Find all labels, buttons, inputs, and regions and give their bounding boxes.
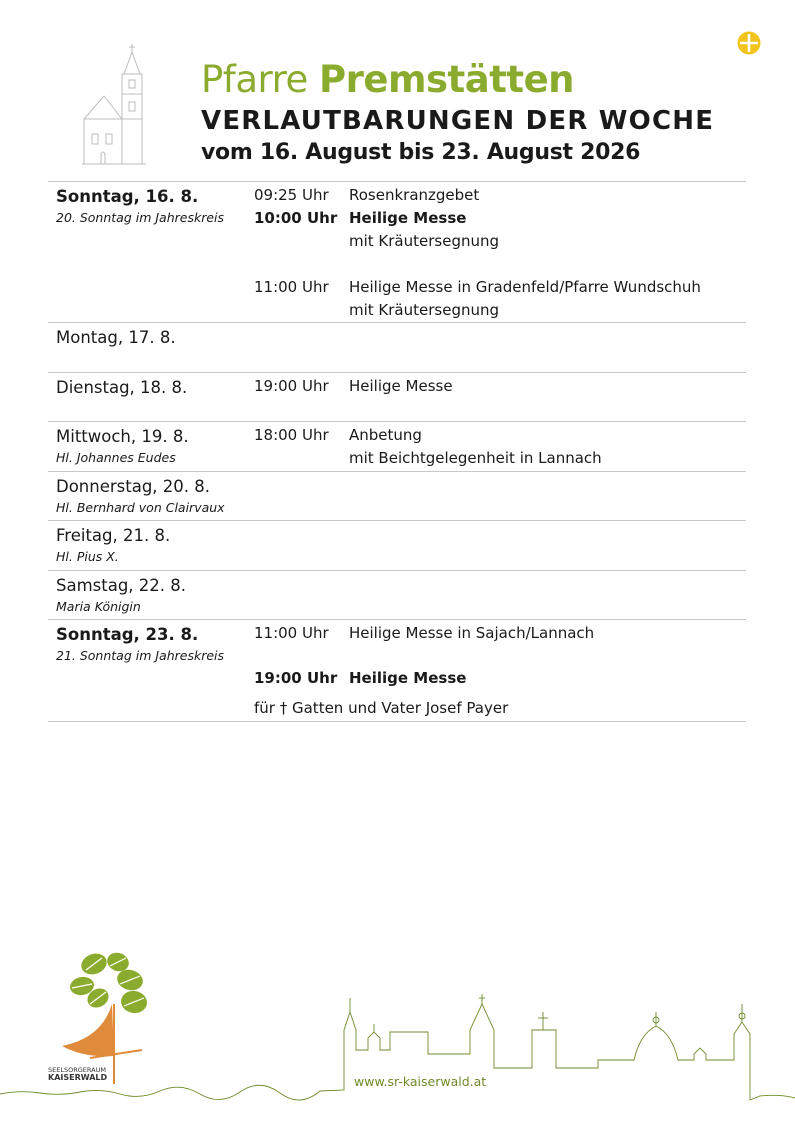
logo-text-line2: KAISERWALD [48,1073,108,1082]
event-detail: mit Beichtgelegenheit in Lannach [349,449,602,467]
day-row-mittwoch [48,422,746,472]
day-row-donnerstag [48,472,746,521]
day-subtitle: Hl. Johannes Eudes [56,450,176,465]
day-name: Donnerstag, 20. 8. [56,477,211,496]
page-header [201,58,714,168]
day-row-freitag [48,521,746,571]
day-label [56,624,252,666]
event-title: Rosenkranzgebet [349,186,480,204]
event-title: Heilige Messe [349,377,453,395]
day-label [56,476,252,518]
event-time: 19:00 Uhr [254,377,329,395]
page-title: VERLAUTBARUNGEN DER WOCHE [201,106,715,136]
day-label [56,426,252,468]
diocese-logo-icon [737,31,761,55]
day-row-dienstag [48,373,746,422]
event-detail: mit Kräutersegnung [349,301,500,319]
event-time: 18:00 Uhr [254,426,329,444]
day-name: Samstag, 22. 8. [56,576,187,595]
day-name: Montag, 17. 8. [56,328,176,347]
church-drawing-icon [82,44,146,166]
day-label [56,377,252,399]
event-detail: mit Kräutersegnung [349,232,500,250]
event-time: 10:00 Uhr [254,209,338,227]
day-label [56,575,252,617]
day-subtitle: Hl. Pius X. [56,549,119,564]
event-time: 09:25 Uhr [254,186,329,204]
logo-text-line1: SEELSORGERAUM [48,1066,106,1074]
day-name: Sonntag, 23. 8. [56,625,199,644]
website-link[interactable]: www.sr-kaiserwald.at [354,1074,487,1089]
parish-name-place: Premstätten [319,58,575,101]
day-name: Freitag, 21. 8. [56,526,171,545]
event-time: 11:00 Uhr [254,278,329,296]
day-row-samstag [48,571,746,620]
day-name: Dienstag, 18. 8. [56,378,188,397]
event-title: Heilige Messe [349,209,467,227]
day-label [56,186,252,228]
day-label [56,327,252,349]
event-time: 11:00 Uhr [254,624,329,642]
event-title: Anbetung [349,426,422,444]
parish-name-prefix: Pfarre [201,58,308,101]
day-row-sonntag-23 [48,620,746,722]
schedule-table [48,181,746,722]
event-title: Heilige Messe in Gradenfeld/Pfarre Wundschuh [349,278,701,296]
day-row-sonntag-16 [48,182,746,323]
skyline-drawing-icon [0,990,795,1110]
event-title: Heilige Messe in Sajach/Lannach [349,624,595,642]
event-note: für † Gatten und Vater Josef Payer [254,699,509,717]
event-time: 19:00 Uhr [254,669,338,687]
day-name: Sonntag, 16. 8. [56,187,199,206]
day-subtitle: Hl. Bernhard von Clairvaux [56,500,225,515]
day-subtitle: 20. Sonntag im Jahreskreis [56,210,225,225]
day-row-montag [48,323,746,373]
parish-name [201,58,714,102]
event-title: Heilige Messe [349,669,467,687]
day-label [56,525,252,567]
day-subtitle: Maria Königin [56,599,141,614]
day-subtitle: 21. Sonntag im Jahreskreis [56,648,225,663]
day-name: Mittwoch, 19. 8. [56,427,189,446]
page-subtitle: vom 16. August bis 23. August 2026 [201,140,641,165]
